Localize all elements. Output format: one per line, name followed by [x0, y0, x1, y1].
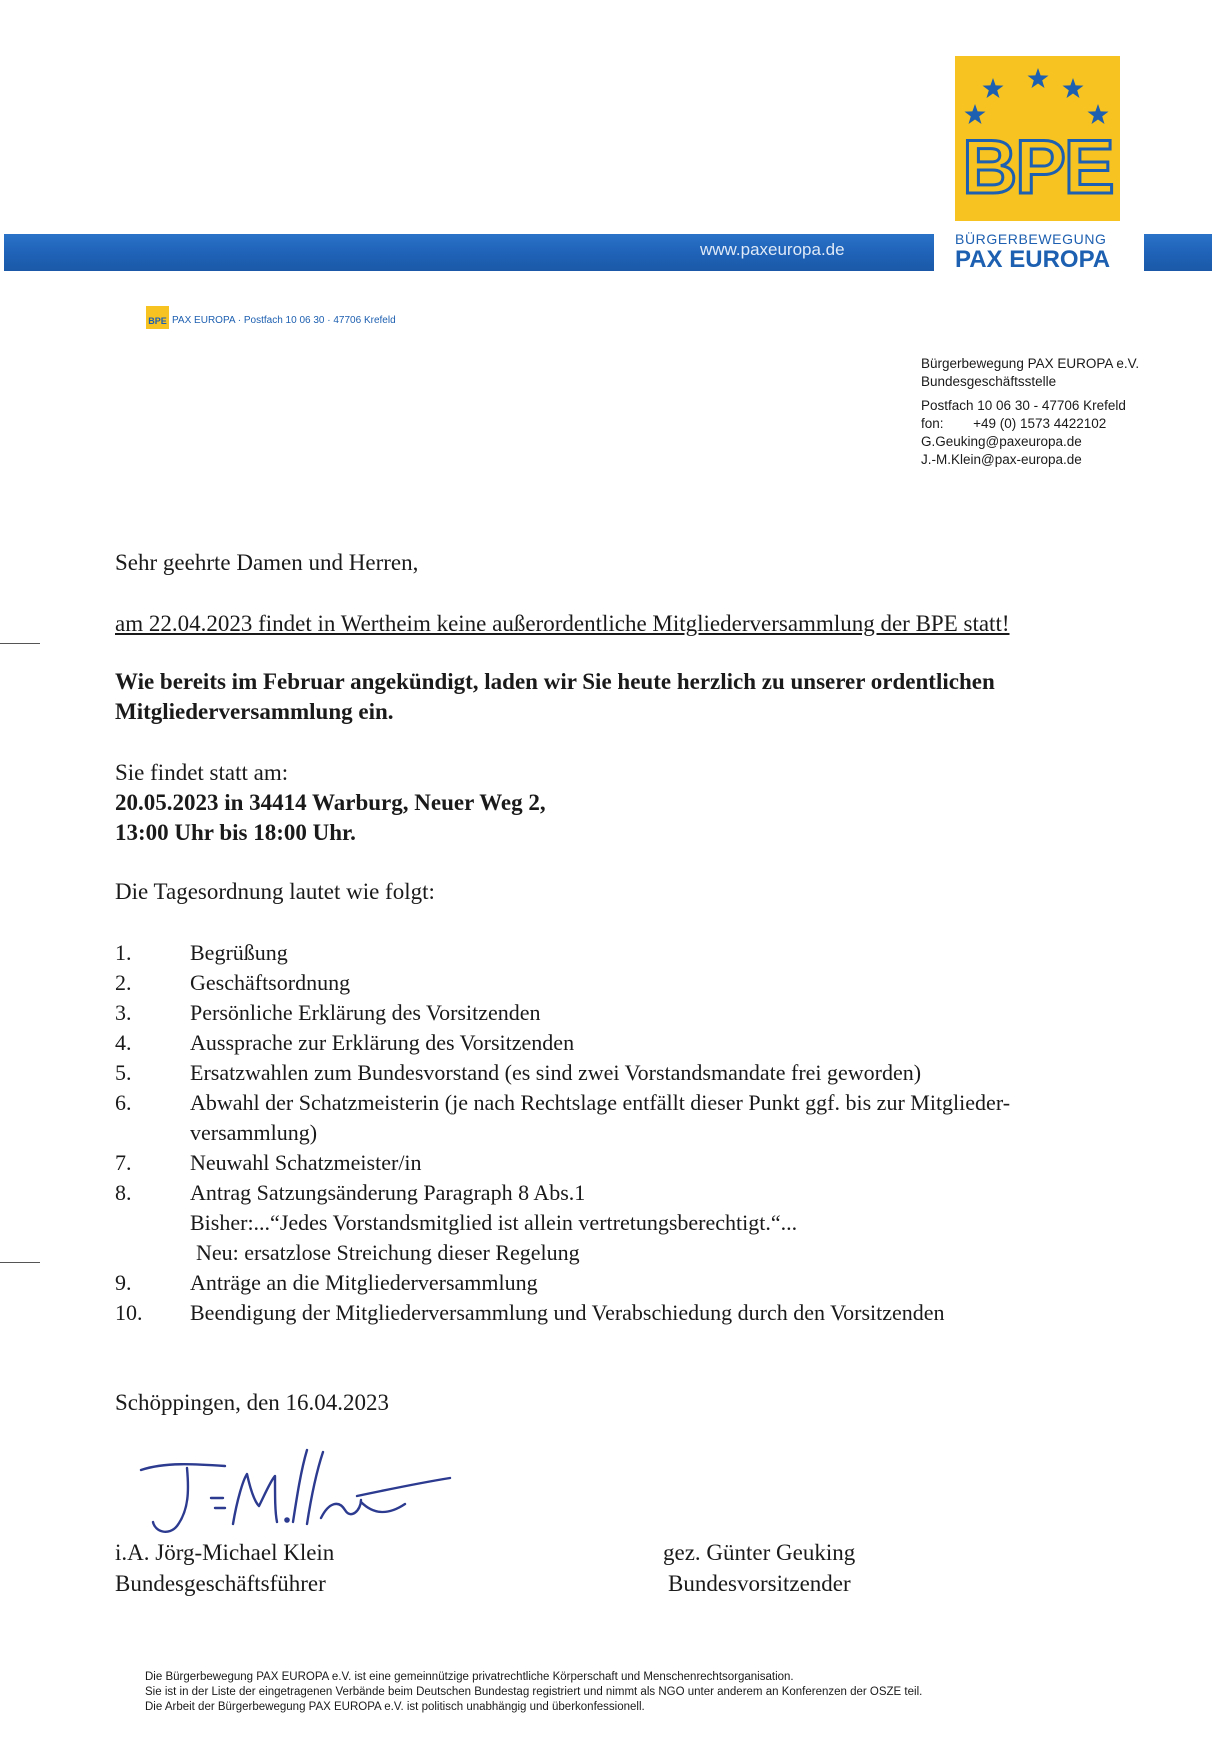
agenda-item: Anträge an die Mitgliederversammlung — [190, 1270, 538, 1295]
notice-line: am 22.04.2023 findet in Wertheim keine außerordentliche Mitgliederversammlung der BPE statt! — [115, 611, 1010, 636]
agenda-item-subline-old: Bisher:...“Jedes Vorstandsmitglied ist allein vertretungsberechtigt.“... — [190, 1210, 798, 1235]
footer-line-1: Die Bürgerbewegung PAX EUROPA e.V. ist eine gemeinnützige privatrechtliche Körperschaft und Menschenrechtsorganisation. — [145, 1671, 794, 1683]
address-org: Bürgerbewegung PAX EUROPA e.V. — [921, 356, 1140, 371]
address-email-2: J.-M.Klein@pax-europa.de — [921, 452, 1082, 467]
agenda-item: Persönliche Erklärung des Vorsitzenden — [190, 1000, 541, 1025]
invitation-line-1: Wie bereits im Februar angekündigt, laden wir Sie heute herzlich zu unserer ordentlichen — [115, 669, 995, 694]
agenda-item: Aussprache zur Erklärung des Vorsitzenden — [190, 1030, 575, 1055]
footer-line-3: Die Arbeit der Bürgerbewegung PAX EUROPA e.V. ist politisch unabhängig und überkonfessionell. — [145, 1701, 645, 1713]
phone-label: fon: — [921, 416, 944, 431]
agenda-item: Antrag Satzungsänderung Paragraph 8 Abs.1 — [190, 1180, 586, 1205]
agenda-number: 4. — [115, 1030, 132, 1055]
agenda-number: 1. — [115, 940, 132, 965]
agenda-item: Neuwahl Schatzmeister/in — [190, 1150, 422, 1175]
signature-image — [125, 1440, 455, 1540]
signer-right-title: Bundesvorsitzender — [668, 1571, 851, 1596]
agenda-number: 6. — [115, 1090, 132, 1115]
agenda-number: 2. — [115, 970, 132, 995]
org-name-top: BÜRGERBEWEGUNG — [955, 231, 1107, 247]
sender-return-line: PAX EUROPA · Postfach 10 06 30 · 47706 Krefeld — [172, 315, 396, 326]
mini-logo-letters: BPE — [148, 316, 167, 326]
agenda-number: 9. — [115, 1270, 132, 1295]
agenda-number: 8. — [115, 1180, 132, 1205]
agenda-intro: Die Tagesordnung lautet wie folgt: — [115, 879, 435, 904]
agenda-item-continuation: versammlung) — [190, 1120, 318, 1145]
fold-mark-top — [0, 643, 40, 644]
invitation-line-2: Mitgliederversammlung ein. — [115, 699, 394, 724]
agenda-item: Ersatzwahlen zum Bundesvorstand (es sind zwei Vorstandsmandate frei geworden) — [190, 1060, 922, 1085]
salutation: Sehr geehrte Damen und Herren, — [115, 550, 419, 575]
address-email-1: G.Geuking@paxeuropa.de — [921, 434, 1082, 449]
address-phone — [921, 415, 1221, 433]
header-band-right — [1144, 234, 1212, 271]
venue-intro: Sie findet statt am: — [115, 760, 289, 785]
place-date: Schöppingen, den 16.04.2023 — [115, 1390, 390, 1415]
agenda-number: 10. — [115, 1300, 143, 1325]
signer-right-name: gez. Günter Geuking — [663, 1540, 856, 1565]
address-postfach: Postfach 10 06 30 - 47706 Krefeld — [921, 398, 1126, 413]
venue-line: 20.05.2023 in 34414 Warburg, Neuer Weg 2, — [115, 790, 546, 815]
fold-mark-middle — [0, 1262, 40, 1263]
agenda-item: Abwahl der Schatzmeisterin (je nach Rechtslage entfällt dieser Punkt ggf. bis zur Mitglieder- — [190, 1090, 1011, 1115]
agenda-item: Beendigung der Mitgliederversammlung und Verabschiedung durch den Vorsitzenden — [190, 1300, 945, 1325]
agenda-item: Begrüßung — [190, 940, 288, 965]
footer-line-2: Sie ist in der Liste der eingetragenen Verbände beim Deutschen Bundestag registriert und nimmt als NGO unter anderem an Konferenzen der OSZE teil. — [145, 1686, 923, 1698]
website-url: www.paxeuropa.de — [700, 240, 845, 259]
phone-number: +49 (0) 1573 4422102 — [973, 416, 1107, 431]
agenda-number: 7. — [115, 1150, 132, 1175]
time-line: 13:00 Uhr bis 18:00 Uhr. — [115, 820, 356, 845]
agenda-item-subline-new: Neu: ersatzlose Streichung dieser Regelung — [196, 1240, 580, 1265]
logo-letters: BPE — [962, 125, 1113, 210]
agenda-number: 5. — [115, 1060, 132, 1085]
agenda-number: 3. — [115, 1000, 132, 1025]
signer-left-name: i.A. Jörg-Michael Klein — [115, 1540, 335, 1565]
footer-note — [145, 1670, 1145, 1715]
signer-left-title: Bundesgeschäftsführer — [115, 1571, 326, 1596]
address-block — [921, 355, 1221, 469]
org-name-bottom: PAX EUROPA — [955, 246, 1111, 273]
address-office: Bundesgeschäftsstelle — [921, 374, 1057, 389]
agenda-item: Geschäftsordnung — [190, 970, 351, 995]
